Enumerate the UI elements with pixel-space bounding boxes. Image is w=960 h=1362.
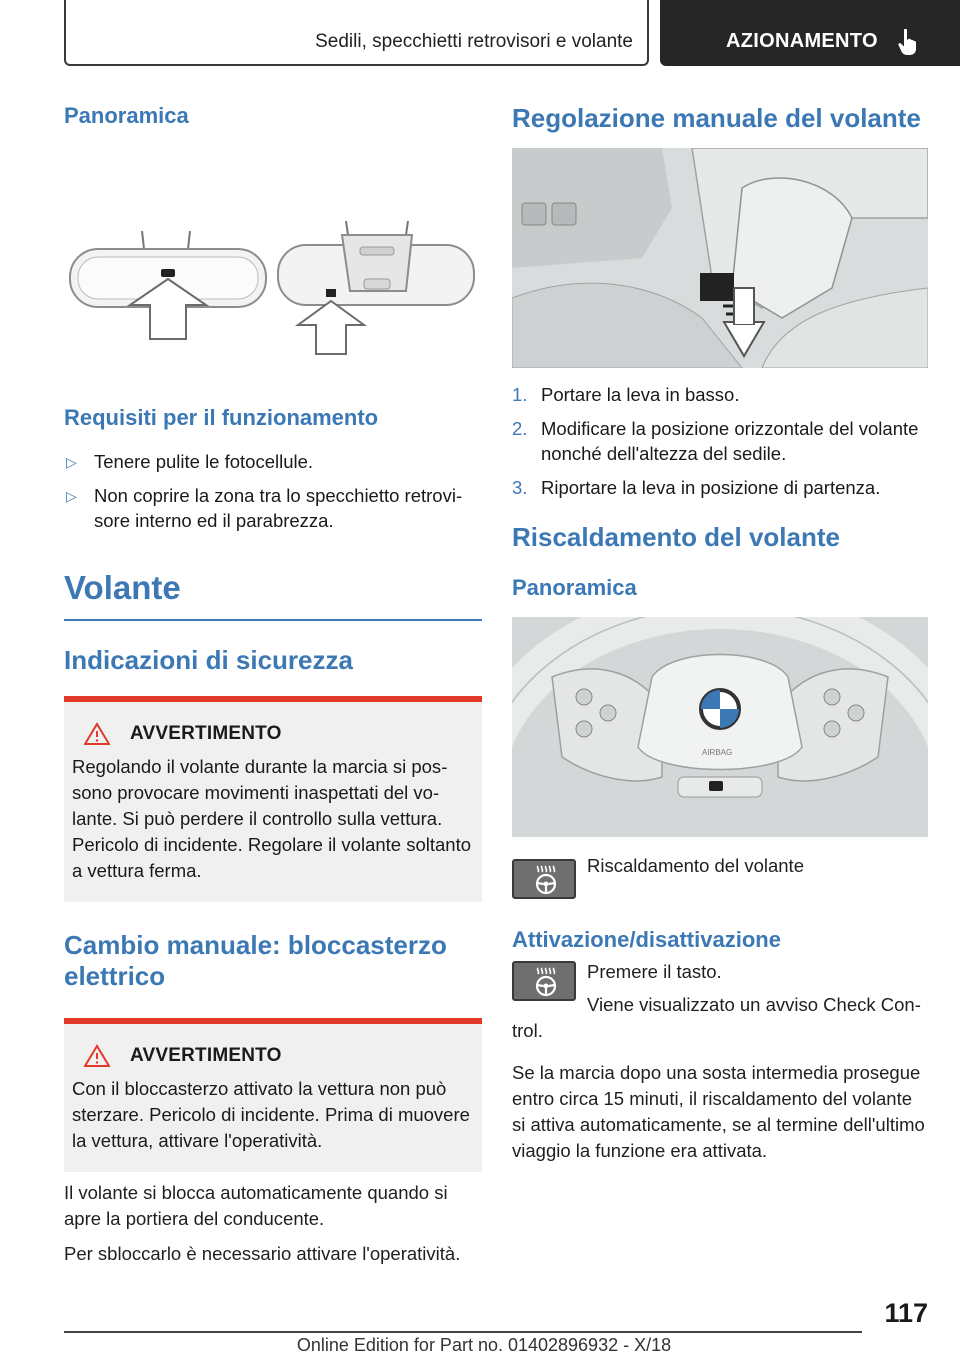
chapter-title: Volante bbox=[64, 569, 181, 606]
heating-button-row bbox=[512, 857, 928, 899]
steering-wheel-heating-icon bbox=[532, 967, 560, 997]
steering-wheel-heating-button[interactable] bbox=[512, 859, 576, 899]
warning-triangle-icon bbox=[84, 722, 110, 746]
steering-column-lever-illustration bbox=[512, 148, 928, 368]
warning-box bbox=[64, 696, 482, 902]
warning-title: AVVERTIMENTO bbox=[130, 723, 282, 745]
warning-box bbox=[64, 1018, 482, 1172]
body-paragraph: Se la marcia dopo una sosta intermedia prosegue entro circa 15 minuti, il riscaldamento del volante si attiva automaticamente, se al termine dell'ultimo viaggio la funzione era attivata. bbox=[512, 1062, 925, 1162]
footer-rule bbox=[64, 1331, 862, 1333]
steering-wheel-heating-icon bbox=[532, 865, 560, 895]
page-number: 117 bbox=[884, 1298, 928, 1328]
requisiti-list bbox=[64, 449, 482, 533]
panoramica-heading: Panoramica bbox=[512, 575, 637, 601]
list-item: 1. Portare la leva in basso. bbox=[512, 384, 740, 406]
running-header-box bbox=[64, 0, 649, 66]
body-paragraph: Per sbloccarlo è necessario attivare l'operatività. bbox=[64, 1242, 461, 1264]
sicurezza-heading: Indicazioni di sicurezza bbox=[64, 645, 353, 675]
steps-list bbox=[512, 382, 928, 500]
regolazione-heading: Regolazione manuale del volante bbox=[512, 103, 921, 133]
body-paragraph: Il volante si blocca automaticamente quando si apre la portiera del conducente. bbox=[64, 1181, 448, 1229]
requisiti-heading: Requisiti per il funzionamento bbox=[64, 405, 379, 430]
rearview-mirror-illustration bbox=[64, 139, 482, 374]
riscaldamento-heading: Riscaldamento del volante bbox=[512, 522, 840, 553]
chapter-rule bbox=[64, 619, 482, 621]
bullet-triangle-icon: ▷ bbox=[66, 488, 77, 504]
check-control-note: Viene visualizzato un avviso Check Control. bbox=[512, 994, 921, 1042]
steering-wheel-heating-button[interactable] bbox=[512, 961, 576, 1001]
bullet-triangle-icon: ▷ bbox=[66, 454, 77, 470]
steering-column-figure bbox=[512, 148, 928, 368]
running-header-title: Sedili, specchietti retrovisori e volante bbox=[315, 31, 633, 52]
section-tab bbox=[660, 0, 960, 66]
list-item: ▷ Non coprire la zona tra lo specchietto retrovisore interno ed il parabrezza. bbox=[66, 485, 463, 531]
steering-wheel-figure bbox=[512, 617, 928, 837]
airbag-label: AIRBAG bbox=[702, 748, 733, 758]
attivazione-heading: Attivazione/disattivazione bbox=[512, 927, 781, 953]
pointing-hand-icon bbox=[896, 28, 920, 56]
press-instruction: Premere il tasto. bbox=[587, 961, 722, 983]
list-item: 3. Riportare la leva in posizione di partenza. bbox=[512, 477, 881, 499]
panoramica-heading: Panoramica bbox=[64, 103, 189, 128]
warning-text: Con il bloccasterzo attivato la vettura non può sterzare. Pericolo di incidente. Prima di muovere la vettura, attivare l'operatività. bbox=[72, 1077, 470, 1151]
list-item: 2. Modificare la posizione orizzontale del volante nonché dell'altezza del sedile. bbox=[512, 418, 919, 465]
warning-title: AVVERTIMENTO bbox=[130, 1044, 282, 1066]
button-caption: Riscaldamento del volante bbox=[587, 855, 804, 877]
warning-text: Regolando il volante durante la marcia si possono provocare movimenti inaspettati del volante. Si può perdere il controllo sulla vettura. Pericolo di incidente. Regolare il volante soltanto a vettura ferma. bbox=[72, 756, 472, 882]
activation-block bbox=[512, 959, 928, 1044]
mirror-figure bbox=[64, 139, 482, 374]
bloccasterzo-heading: Cambio manuale: bloccasterzo elettrico bbox=[64, 930, 447, 992]
list-item: ▷ Tenere pulite le fotocellule. bbox=[64, 449, 482, 474]
footer-edition: Online Edition for Part no. 01402896932 - X/18 bbox=[296, 1335, 672, 1355]
section-tab-label: AZIONAMENTO bbox=[726, 30, 878, 52]
steering-wheel-illustration bbox=[512, 617, 928, 837]
left-column bbox=[64, 100, 482, 1267]
warning-triangle-icon bbox=[84, 1044, 110, 1068]
right-column bbox=[512, 100, 928, 1164]
